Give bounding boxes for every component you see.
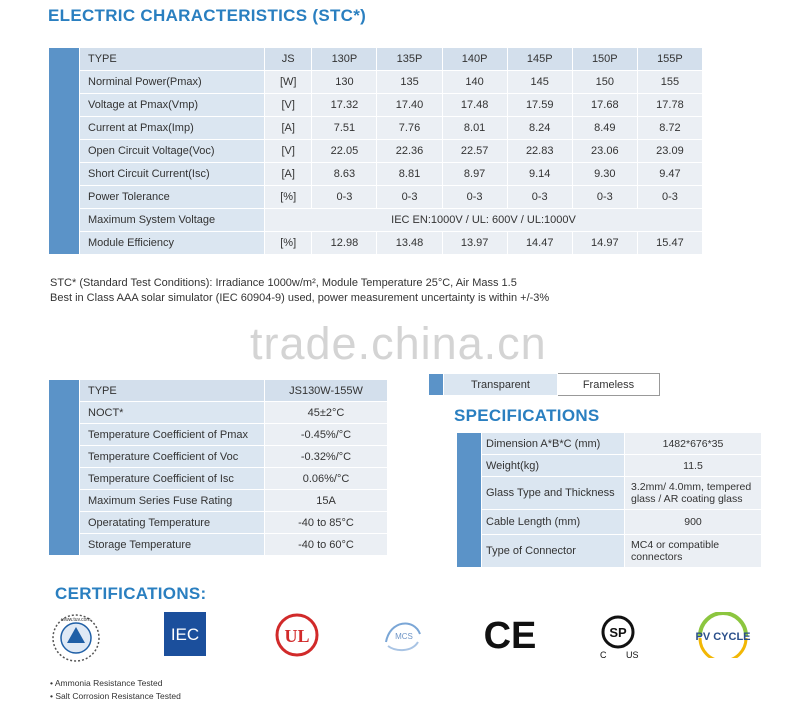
cell-value: 9.30 bbox=[572, 163, 637, 186]
cell-value: 9.14 bbox=[507, 163, 572, 186]
row-label: Maximum Series Fuse Rating bbox=[80, 490, 265, 512]
row-unit: [%] bbox=[265, 232, 312, 255]
header-145p: 145P bbox=[507, 48, 572, 71]
csa-text: SP bbox=[609, 625, 627, 640]
table-row bbox=[49, 490, 388, 512]
header-135p: 135P bbox=[377, 48, 442, 71]
table-row bbox=[49, 209, 703, 232]
stc-note-line: STC* (Standard Test Conditions): Irradiance 1000w/m², Module Temperature 25°C, Air Mass 1.5 bbox=[50, 277, 517, 289]
row-label: NOCT* bbox=[80, 402, 265, 424]
row-unit: [V] bbox=[265, 140, 312, 163]
table-row bbox=[49, 232, 703, 255]
frame-type-table bbox=[428, 373, 660, 396]
table-header-row bbox=[49, 380, 388, 402]
row-unit: [%] bbox=[265, 186, 312, 209]
tuv-logo-icon bbox=[50, 612, 102, 664]
cell-value: 17.40 bbox=[377, 94, 442, 117]
ce-logo-icon bbox=[482, 612, 538, 656]
table-row bbox=[457, 535, 762, 568]
footnote-ammonia: • Ammonia Resistance Tested bbox=[50, 678, 163, 688]
specifications-title: SPECIFICATIONS bbox=[454, 406, 600, 425]
cell-value: -40 to 60°C bbox=[265, 534, 388, 556]
ul-text: UL bbox=[284, 626, 310, 646]
header-155p: 155P bbox=[637, 48, 702, 71]
pvcycle-text: PV CYCLE bbox=[695, 631, 751, 643]
header-130p: 130P bbox=[312, 48, 377, 71]
cell-value: 17.68 bbox=[572, 94, 637, 117]
row-label: Power Tolerance bbox=[80, 186, 265, 209]
csa-us-text: US bbox=[626, 650, 639, 660]
iec-logo-icon bbox=[164, 612, 206, 656]
cell-value: 8.49 bbox=[572, 117, 637, 140]
cell-value: 15.47 bbox=[637, 232, 702, 255]
cell-value: 17.32 bbox=[312, 94, 377, 117]
cell-value: 17.59 bbox=[507, 94, 572, 117]
table-row bbox=[49, 117, 703, 140]
cell-value: 8.01 bbox=[442, 117, 507, 140]
table-side-bar bbox=[49, 48, 80, 255]
cell-value: -40 to 85°C bbox=[265, 512, 388, 534]
row-label: Open Circuit Voltage(Voc) bbox=[80, 140, 265, 163]
watermark: trade.china.cn bbox=[250, 318, 547, 369]
cell-value: 140 bbox=[442, 71, 507, 94]
row-label: Storage Temperature bbox=[80, 534, 265, 556]
mcs-logo-icon bbox=[380, 612, 426, 658]
cell-value: 0-3 bbox=[637, 186, 702, 209]
row-label: Glass Type and Thickness bbox=[482, 477, 625, 510]
cell-value: 0.06%/°C bbox=[265, 468, 388, 490]
cell-value: 8.97 bbox=[442, 163, 507, 186]
row-label: Voltage at Pmax(Vmp) bbox=[80, 94, 265, 117]
cell-value: 0-3 bbox=[377, 186, 442, 209]
cell-value: 14.47 bbox=[507, 232, 572, 255]
table-row bbox=[457, 477, 762, 510]
row-label: Temperature Coefficient of Isc bbox=[80, 468, 265, 490]
max-system-voltage-value: IEC EN:1000V / UL: 600V / UL:1000V bbox=[265, 209, 703, 232]
cell-value: 13.48 bbox=[377, 232, 442, 255]
table-header-row bbox=[49, 48, 703, 71]
header-140p: 140P bbox=[442, 48, 507, 71]
csa-c-text: C bbox=[600, 650, 607, 660]
row-label: Norminal Power(Pmax) bbox=[80, 71, 265, 94]
table-row bbox=[49, 71, 703, 94]
table-row bbox=[49, 468, 388, 490]
cell-value: 9.47 bbox=[637, 163, 702, 186]
row-label: Current at Pmax(Imp) bbox=[80, 117, 265, 140]
stc-notes bbox=[50, 276, 549, 306]
ce-text: CE bbox=[483, 615, 537, 656]
cell-value: 150 bbox=[572, 71, 637, 94]
cell-value: 145 bbox=[507, 71, 572, 94]
cell-value: 22.05 bbox=[312, 140, 377, 163]
cell-value: 8.63 bbox=[312, 163, 377, 186]
cell-value: 17.78 bbox=[637, 94, 702, 117]
frame-frameless: Frameless bbox=[557, 374, 659, 396]
cell-value: 7.76 bbox=[377, 117, 442, 140]
cell-value: 0-3 bbox=[312, 186, 377, 209]
ul-logo-icon bbox=[274, 612, 320, 658]
cell-value: 900 bbox=[625, 510, 762, 535]
cell-value: 13.97 bbox=[442, 232, 507, 255]
table-side-bar bbox=[429, 374, 444, 396]
cell-value: 15A bbox=[265, 490, 388, 512]
row-label: Weight(kg) bbox=[482, 455, 625, 477]
frame-transparent: Transparent bbox=[444, 374, 558, 396]
header-150p: 150P bbox=[572, 48, 637, 71]
row-label: Temperature Coefficient of Voc bbox=[80, 446, 265, 468]
iec-text: IEC bbox=[170, 625, 200, 644]
specifications-table bbox=[456, 432, 762, 568]
row-label: TYPE bbox=[80, 380, 265, 402]
cell-value: 8.24 bbox=[507, 117, 572, 140]
csa-logo-icon bbox=[596, 612, 644, 662]
cell-value: 0-3 bbox=[572, 186, 637, 209]
table-row bbox=[49, 94, 703, 117]
table-row bbox=[457, 510, 762, 535]
row-label: Maximum System Voltage bbox=[80, 209, 265, 232]
table-row bbox=[49, 512, 388, 534]
row-unit: [W] bbox=[265, 71, 312, 94]
table-side-bar bbox=[457, 433, 482, 568]
row-unit: [V] bbox=[265, 94, 312, 117]
certification-logos bbox=[48, 612, 768, 662]
row-label: Cable Length (mm) bbox=[482, 510, 625, 535]
tuv-text: www.tuv.com bbox=[61, 617, 91, 623]
footnote-salt: • Salt Corrosion Resistance Tested bbox=[50, 691, 181, 701]
cell-value: JS130W-155W bbox=[265, 380, 388, 402]
table-row bbox=[49, 186, 703, 209]
row-label: Temperature Coefficient of Pmax bbox=[80, 424, 265, 446]
cell-value: MC4 or compatible connectors bbox=[625, 535, 762, 568]
cell-value: 45±2°C bbox=[265, 402, 388, 424]
row-unit: [A] bbox=[265, 117, 312, 140]
header-type: TYPE bbox=[80, 48, 265, 71]
thermal-characteristics-table bbox=[48, 379, 388, 556]
table-row bbox=[49, 534, 388, 556]
row-label: Module Efficiency bbox=[80, 232, 265, 255]
cell-value: 11.5 bbox=[625, 455, 762, 477]
cell-value: 1482*676*35 bbox=[625, 433, 762, 455]
cell-value: 3.2mm/ 4.0mm, tempered glass / AR coating glass bbox=[625, 477, 762, 510]
cell-value: 12.98 bbox=[312, 232, 377, 255]
table-side-bar bbox=[49, 380, 80, 556]
cell-value: 17.48 bbox=[442, 94, 507, 117]
table-row bbox=[429, 374, 660, 396]
cell-value: 155 bbox=[637, 71, 702, 94]
pvcycle-logo-icon bbox=[688, 612, 758, 658]
cell-value: 0-3 bbox=[442, 186, 507, 209]
row-label: Type of Connector bbox=[482, 535, 625, 568]
cell-value: 0-3 bbox=[507, 186, 572, 209]
cell-value: -0.32%/°C bbox=[265, 446, 388, 468]
cell-value: 23.09 bbox=[637, 140, 702, 163]
table-row bbox=[49, 424, 388, 446]
header-js: JS bbox=[265, 48, 312, 71]
table-row bbox=[457, 433, 762, 455]
cell-value: 22.83 bbox=[507, 140, 572, 163]
table-row bbox=[49, 163, 703, 186]
row-label: Operatating Temperature bbox=[80, 512, 265, 534]
table-row bbox=[49, 446, 388, 468]
electric-characteristics-table bbox=[48, 47, 703, 255]
table-row bbox=[49, 140, 703, 163]
mcs-text: MCS bbox=[395, 632, 413, 641]
cell-value: 14.97 bbox=[572, 232, 637, 255]
cell-value: -0.45%/°C bbox=[265, 424, 388, 446]
cell-value: 8.72 bbox=[637, 117, 702, 140]
cell-value: 22.57 bbox=[442, 140, 507, 163]
row-unit: [A] bbox=[265, 163, 312, 186]
cell-value: 130 bbox=[312, 71, 377, 94]
row-label: Short Circuit Current(Isc) bbox=[80, 163, 265, 186]
cell-value: 7.51 bbox=[312, 117, 377, 140]
table-row bbox=[49, 402, 388, 424]
cell-value: 135 bbox=[377, 71, 442, 94]
row-label: Dimension A*B*C (mm) bbox=[482, 433, 625, 455]
electric-characteristics-title: ELECTRIC CHARACTERISTICS (STC*) bbox=[48, 6, 367, 25]
cell-value: 23.06 bbox=[572, 140, 637, 163]
certifications-title: CERTIFICATIONS: bbox=[55, 584, 207, 603]
table-row bbox=[457, 455, 762, 477]
cell-value: 22.36 bbox=[377, 140, 442, 163]
cell-value: 8.81 bbox=[377, 163, 442, 186]
stc-note-line: Best in Class AAA solar simulator (IEC 60904-9) used, power measurement uncertainty is within +/-3% bbox=[50, 292, 550, 304]
